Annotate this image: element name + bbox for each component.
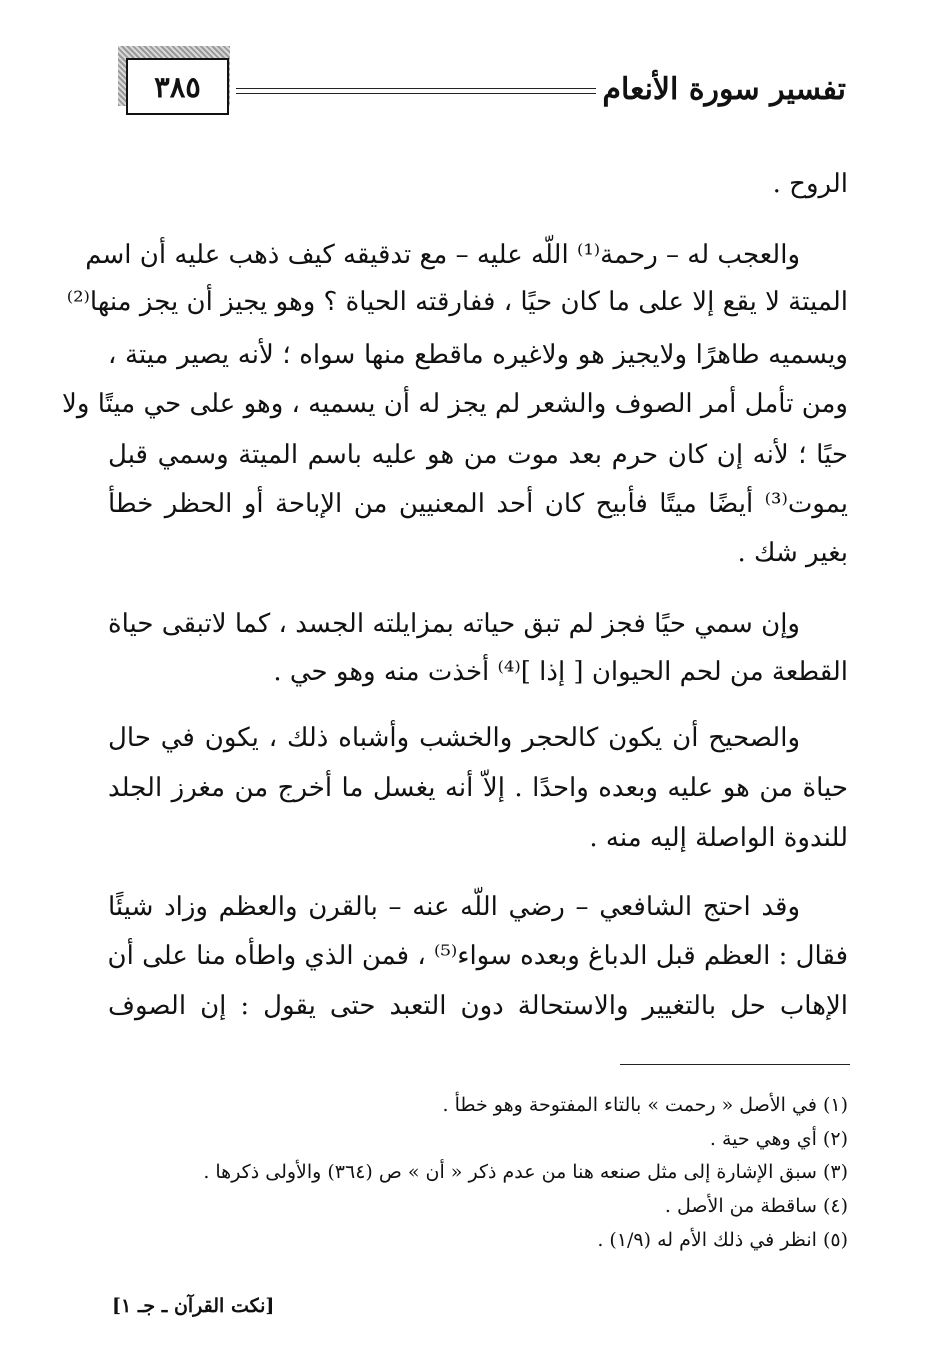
body-line: ومن تأمل أمر الصوف والشعر لم يجز له أن يسميه ، وهو على حي ميتًا ولا [62, 389, 848, 419]
body-line: وقد احتج الشافعي – رضي اللّه عنه – بالقرن والعظم وزاد شيئًا [108, 892, 800, 922]
body-line: للندوة الواصلة إليه منه . [589, 823, 848, 853]
body-line: وإن سمي حيًا فجز لم تبق حياته بمزايلته الجسد ، كما لاتبقى حياة [108, 609, 800, 639]
body-line: يموت⁽³⁾ أيضًا ميتًا فأبيح كان أحد المعنيين من الإباحة أو الحظر خطأ [108, 489, 848, 519]
header-rule [236, 93, 596, 94]
body-line: حيًا ؛ لأنه إن كان حرم بعد موت من هو عليه باسم الميتة وسمي قبل [108, 440, 848, 470]
footnote: (٥) انظر في ذلك الأم له (١/٩) . [597, 1229, 848, 1251]
body-line: فقال : العظم قبل الدباغ وبعده سواء⁽⁵⁾ ، فمن الذي واطأه منا على أن [107, 941, 848, 971]
volume-signature: [نكت القرآن ـ جـ ١] [112, 1295, 275, 1317]
footnote-separator [620, 1064, 850, 1065]
body-line: الميتة لا يقع إلا على ما كان حيًا ، ففارقته الحياة ؟ وهو يجيز أن يجز منها⁽²⁾ [66, 287, 848, 317]
body-line: الإهاب حل بالتغيير والاستحالة دون التعبد حتى يقول : إن الصوف [108, 991, 848, 1021]
footnote: (١) في الأصل « رحمت » بالتاء المفتوحة وهو خطأ . [442, 1094, 848, 1116]
footnote: (٢) أي وهي حية . [709, 1128, 848, 1150]
body-line: القطعة من لحم الحيوان [ إذا ]⁽⁴⁾ أخذت منه وهو حي . [273, 657, 848, 687]
body-line: بغير شك . [737, 538, 848, 568]
body-line: حياة من هو عليه وبعده واحدًا . إلاّ أنه يغسل ما أخرج من مغرز الجلد [108, 773, 848, 803]
body-line: الروح . [772, 169, 848, 199]
header-rule [236, 88, 596, 89]
footnote: (٣) سبق الإشارة إلى مثل صنعه هنا من عدم ذكر « أن » ص (٣٦٤) والأولى ذكرها . [203, 1161, 848, 1183]
footnote: (٤) ساقطة من الأصل . [664, 1195, 848, 1217]
body-line: والصحيح أن يكون كالحجر والخشب وأشباه ذلك ، يكون في حال [108, 723, 800, 753]
body-line: ويسميه طاهرًا ولايجيز هو ولاغيره ماقطع منها سواه ؛ لأنه يصير ميتة ، [108, 340, 848, 370]
body-line: والعجب له – رحمة⁽¹⁾ اللّه عليه – مع تدقيقه كيف ذهب عليه أن اسم [85, 240, 800, 270]
page-number: ٣٨٥ [126, 58, 229, 115]
running-title: تفسير سورة الأنعام [602, 72, 846, 107]
